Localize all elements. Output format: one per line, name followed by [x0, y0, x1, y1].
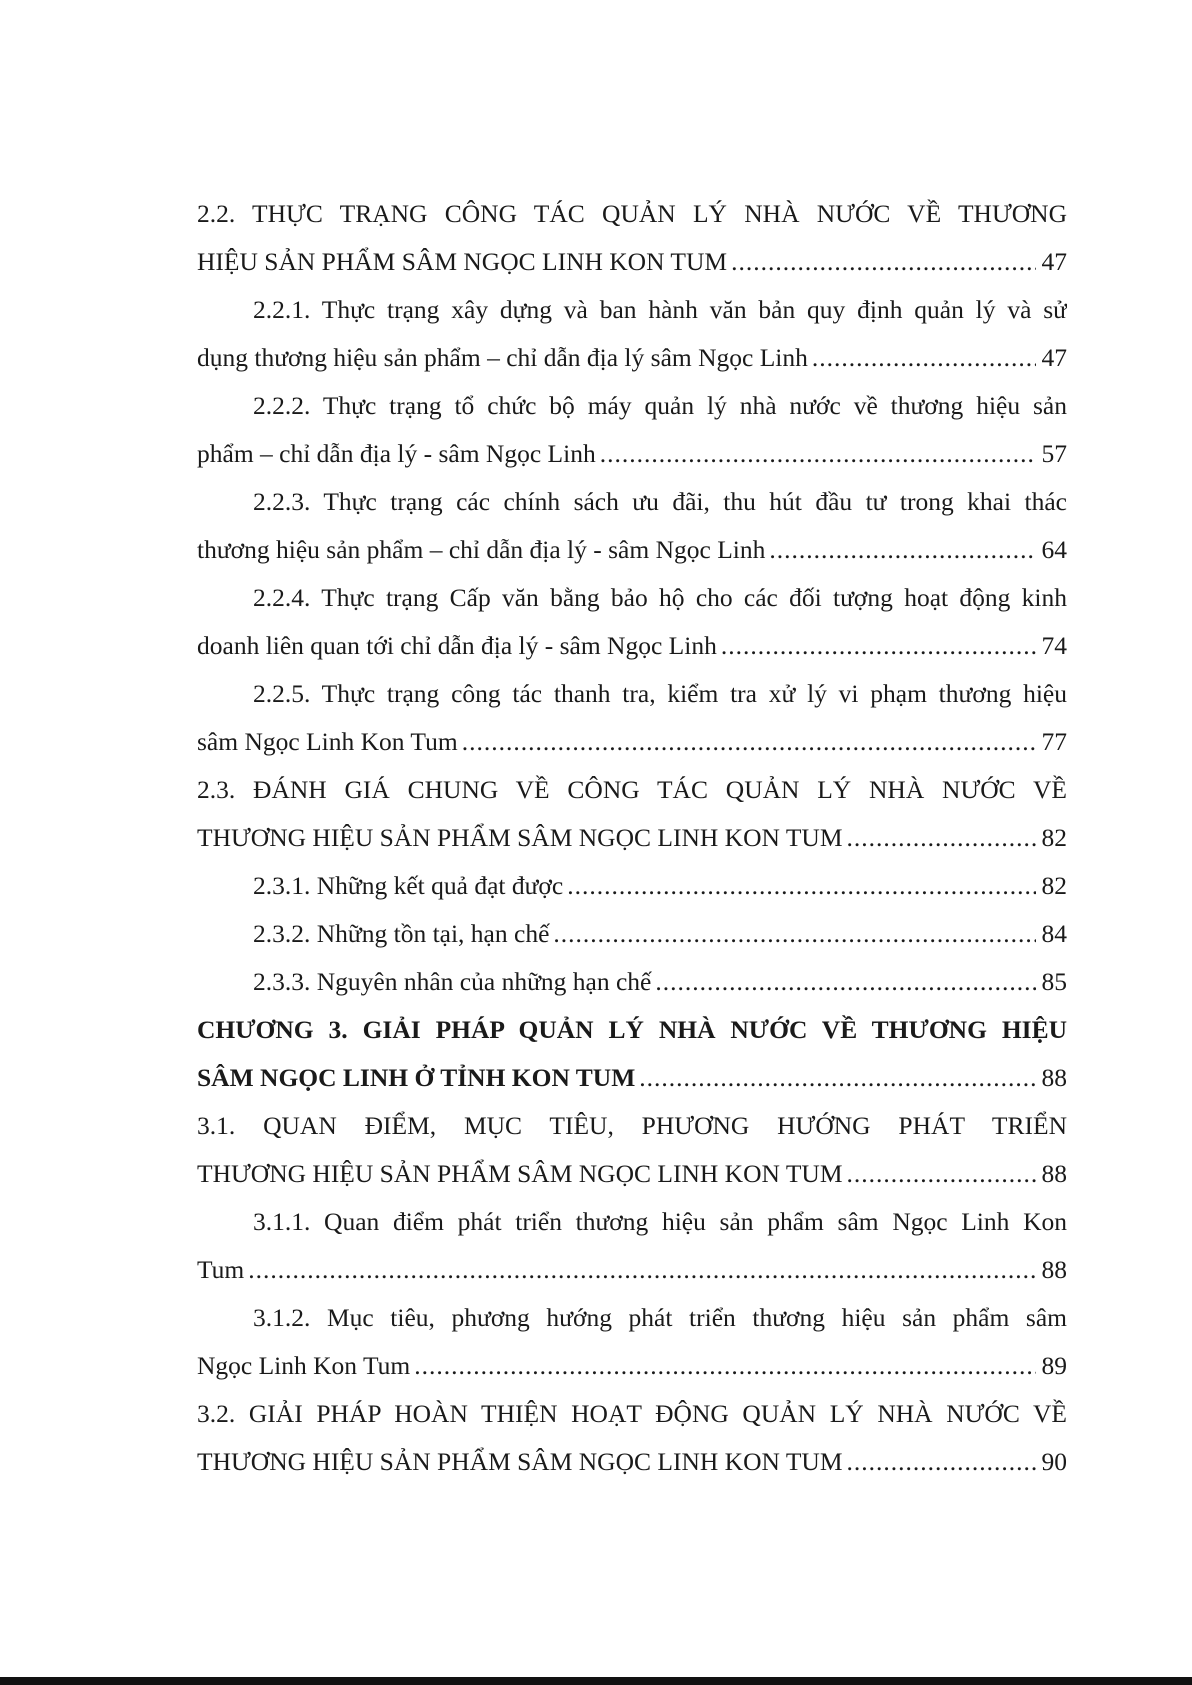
page-number: 89 [1041, 1351, 1067, 1380]
toc-entry[interactable] [197, 670, 1067, 766]
toc-entry-title: Ngọc Linh Kon Tum [197, 1351, 411, 1380]
toc-entry-line: 3.1.2. Mục tiêu, phương hướng phát triển thương hiệu sản phẩm sâm [253, 1303, 1067, 1332]
page-number: 82 [1041, 871, 1067, 900]
toc-entry-title: Tum [197, 1255, 245, 1284]
toc-entry[interactable] [197, 190, 1067, 286]
dot-leader [639, 1054, 1035, 1102]
page-number: 47 [1041, 343, 1067, 372]
toc-entry[interactable] [197, 1294, 1067, 1390]
dot-leader [462, 718, 1036, 766]
page-number: 90 [1041, 1447, 1067, 1476]
toc-entry-line: 2.2.2. Thực trạng tổ chức bộ máy quản lý nhà nước về thương hiệu sản [253, 391, 1067, 420]
dot-leader [847, 1150, 1036, 1198]
dot-leader [248, 1246, 1035, 1294]
toc-entry-title: sâm Ngọc Linh Kon Tum [197, 727, 458, 756]
page-number: 57 [1041, 439, 1067, 468]
page-number: 88 [1041, 1063, 1067, 1092]
toc-entry[interactable] [197, 910, 1067, 958]
toc-entry-line [197, 1342, 1067, 1390]
toc-entry-line [197, 526, 1067, 574]
toc-entry-line: 2.2. THỰC TRẠNG CÔNG TÁC QUẢN LÝ NHÀ NƯỚC VỀ THƯƠNG [197, 199, 1067, 228]
toc-entry-line [197, 334, 1067, 382]
dot-leader [553, 910, 1035, 958]
toc-entry-line [197, 1150, 1067, 1198]
toc-entry-line: 2.2.4. Thực trạng Cấp văn bằng bảo hộ cho các đối tượng hoạt động kinh [253, 583, 1067, 612]
page-bottom-edge [0, 1677, 1192, 1685]
toc-entry-title: THƯƠNG HIỆU SẢN PHẨM SÂM NGỌC LINH KON TUM [197, 1159, 843, 1188]
toc-entry-line [197, 430, 1067, 478]
page-number: 47 [1041, 247, 1067, 276]
toc-entry[interactable] [197, 478, 1067, 574]
toc-entry-line: 3.1. QUAN ĐIỂM, MỤC TIÊU, PHƯƠNG HƯỚNG PHÁT TRIỂN [197, 1111, 1067, 1140]
toc-entry-title: 2.3.2. Những tồn tại, hạn chế [253, 919, 550, 948]
page-number: 64 [1041, 535, 1067, 564]
toc-entry[interactable] [197, 1390, 1067, 1486]
dot-leader [567, 862, 1035, 910]
dot-leader [847, 814, 1036, 862]
toc-entry-title: SÂM NGỌC LINH Ở TỈNH KON TUM [197, 1063, 636, 1092]
dot-leader [721, 622, 1036, 670]
toc-entry[interactable] [197, 766, 1067, 862]
table-of-contents [197, 190, 1067, 1486]
toc-entry[interactable] [197, 958, 1067, 1006]
page-number: 88 [1041, 1255, 1067, 1284]
dot-leader [600, 430, 1036, 478]
toc-entry-title: THƯƠNG HIỆU SẢN PHẨM SÂM NGỌC LINH KON TUM [197, 823, 843, 852]
dot-leader [847, 1438, 1036, 1486]
toc-entry[interactable] [197, 862, 1067, 910]
toc-entry[interactable] [197, 1198, 1067, 1294]
page-number: 82 [1041, 823, 1067, 852]
toc-entry-title: phẩm – chỉ dẫn địa lý - sâm Ngọc Linh [197, 439, 596, 468]
dot-leader [812, 334, 1036, 382]
toc-entry[interactable] [197, 286, 1067, 382]
page-number: 77 [1041, 727, 1067, 756]
toc-entry[interactable] [197, 382, 1067, 478]
toc-entry-title: dụng thương hiệu sản phẩm – chỉ dẫn địa lý sâm Ngọc Linh [197, 343, 808, 372]
toc-entry-line [197, 718, 1067, 766]
toc-entry-title: thương hiệu sản phẩm – chỉ dẫn địa lý - sâm Ngọc Linh [197, 535, 766, 564]
dot-leader [655, 958, 1035, 1006]
dot-leader [414, 1342, 1035, 1390]
dot-leader [731, 238, 1035, 286]
toc-entry-line [197, 862, 1067, 910]
page-number: 85 [1041, 967, 1067, 996]
page-number: 88 [1041, 1159, 1067, 1188]
toc-entry-line: 2.2.5. Thực trạng công tác thanh tra, kiểm tra xử lý vi phạm thương hiệu [253, 679, 1067, 708]
page-number: 74 [1041, 631, 1067, 660]
toc-entry[interactable] [197, 574, 1067, 670]
toc-entry-title: 2.3.3. Nguyên nhân của những hạn chế [253, 967, 652, 996]
toc-entry-line [197, 238, 1067, 286]
toc-entry-line [197, 1246, 1067, 1294]
toc-entry[interactable] [197, 1102, 1067, 1198]
toc-entry-title: doanh liên quan tới chỉ dẫn địa lý - sâm Ngọc Linh [197, 631, 717, 660]
toc-entry-line: 2.2.3. Thực trạng các chính sách ưu đãi, thu hút đầu tư trong khai thác [253, 487, 1067, 516]
toc-entry-line [197, 958, 1067, 1006]
page-number: 84 [1041, 919, 1067, 948]
toc-entry-line: 2.2.1. Thực trạng xây dựng và ban hành văn bản quy định quản lý và sử [253, 295, 1067, 324]
toc-entry-line [197, 1054, 1067, 1102]
toc-entry-line [197, 814, 1067, 862]
toc-entry-line: CHƯƠNG 3. GIẢI PHÁP QUẢN LÝ NHÀ NƯỚC VỀ THƯƠNG HIỆU [197, 1015, 1067, 1044]
toc-entry-line [197, 1438, 1067, 1486]
toc-entry-line: 3.2. GIẢI PHÁP HOÀN THIỆN HOẠT ĐỘNG QUẢN LÝ NHÀ NƯỚC VỀ [197, 1399, 1067, 1428]
toc-entry-title: 2.3.1. Những kết quả đạt được [253, 871, 564, 900]
toc-entry-title: HIỆU SẢN PHẨM SÂM NGỌC LINH KON TUM [197, 247, 728, 276]
toc-entry-line: 2.3. ĐÁNH GIÁ CHUNG VỀ CÔNG TÁC QUẢN LÝ NHÀ NƯỚC VỀ [197, 775, 1067, 804]
toc-entry-title: THƯƠNG HIỆU SẢN PHẨM SÂM NGỌC LINH KON TUM [197, 1447, 843, 1476]
toc-entry[interactable] [197, 1006, 1067, 1102]
toc-entry-line [197, 622, 1067, 670]
toc-entry-line [197, 910, 1067, 958]
toc-entry-line: 3.1.1. Quan điểm phát triển thương hiệu sản phẩm sâm Ngọc Linh Kon [253, 1207, 1067, 1236]
dot-leader [769, 526, 1035, 574]
